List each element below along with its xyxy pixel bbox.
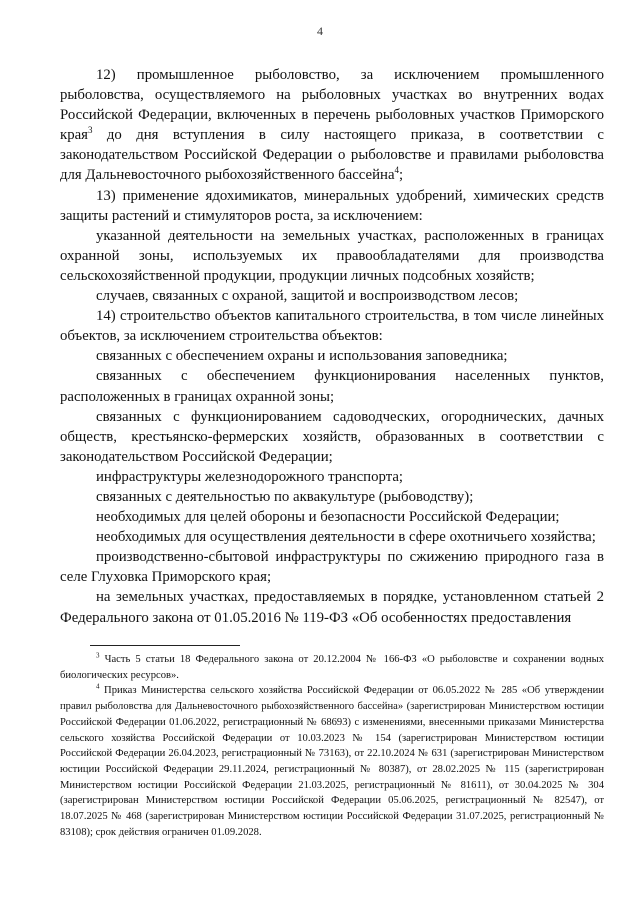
paragraph-exception: связанных с функционированием садоводческих, огороднических, дачных обществ, крестьянско-фермерских хозяйств, образованных в соответствии с законодательством Российской Федерации; (60, 408, 604, 465)
paragraph-exception: необходимых для осуществления деятельности в сфере охотничьего хозяйства; (96, 529, 596, 546)
paragraph-exception: связанных с деятельностью по аквакультуре (рыбоводству); (96, 488, 474, 505)
footnote-text: Приказ Министерства сельского хозяйства Российской Федерации от 06.05.2022 № 285 «Об утверждении правил рыболовства для Дальневосточного рыбохозяйственного бассейна» (зарегистрирован Министерством юстиции Российской Федерации 01.06.2022, регистрационный № 68693) с изменениями, внесенными приказами Министерства сельского хозяйства Российской Федерации от 10.03.2023 № 154 (зарегистрирован Министерством юстиции Российской Федерации 26.04.2023, регистрационный № 73163), от 22.10.2024 № 631 (зарегистрирован Министерством юстиции Российской Федерации 29.11.2024, регистрационный № 80387), от 28.02.2025 № 115 (зарегистрирован Министерством юстиции Российской Федерации 21.03.2025, регистрационный № 81611), от 30.04.2025 № 304 (зарегистрирован Министерством юстиции Российской Федерации 05.06.2025, регистрационный № 82547), от 18.07.2025 № 468 (зарегистрирован Министерством юстиции Российской Федерации 31.07.2025, регистрационный № 83108); срок действия ограничен 01.09.2028. (60, 685, 604, 838)
paragraph-text: 12) промышленное рыболовство, за исключением промышленного рыболовства, осуществляемого на рыболовных участках во внутренних водах Российской Федерации, включенных в перечень рыболовных участков Приморского края (60, 67, 604, 144)
paragraph-exception: связанных с обеспечением охраны и использования заповедника; (96, 348, 508, 365)
paragraph-exception: случаев, связанных с охраной, защитой и воспроизводством лесов; (96, 288, 519, 305)
footnote-text: Часть 5 статьи 18 Федерального закона от 20.12.2004 № 166-ФЗ «О рыболовстве и сохранении водных биологических ресурсов». (60, 654, 604, 681)
main-text (60, 65, 604, 628)
footnote-mark: 4 (96, 682, 100, 691)
paragraph-item-13: 13) применение ядохимикатов, минеральных удобрений, химических средств защиты растений и стимуляторов роста, за исключением: (60, 187, 604, 224)
paragraph-item-14: 14) строительство объектов капитального строительства, в том числе линейных объектов, за исключением строительства объектов: (60, 308, 604, 345)
footnote-ref-4: 4 (394, 165, 400, 176)
page-number: 4 (317, 24, 323, 38)
paragraph-exception: указанной деятельности на земельных участках, расположенных в границах охранной зоны, используемых их правообладателями для производства сельскохозяйственной продукции, продукции личных подсобных хозяйств; (60, 227, 604, 284)
paragraph-exception: связанных с обеспечением функционирования населенных пунктов, расположенных в границах охранной зоны; (60, 368, 604, 405)
paragraph-exception: необходимых для целей обороны и безопасности Российской Федерации; (96, 509, 560, 526)
paragraph-exception: инфраструктуры железнодорожного транспорта; (96, 468, 404, 485)
footnote-3 (60, 652, 604, 683)
paragraph-text: ; (399, 167, 404, 184)
footnote-ref-3: 3 (87, 125, 93, 136)
footnote-separator (90, 645, 240, 646)
footnote-mark: 3 (96, 651, 100, 660)
paragraph-text: до дня вступления в силу настоящего приказа, в соответствии с законодательством Российской Федерации о рыболовстве и правилами рыболовства для Дальневосточного рыбохозяйственного бассейна (60, 127, 604, 184)
footnote-4 (60, 683, 604, 840)
footnotes (60, 652, 604, 840)
paragraph-item-12 (60, 65, 604, 186)
paragraph-exception: на земельных участках, предоставляемых в порядке, установленном статьей 2 Федерального закона от 01.05.2016 № 119-ФЗ «Об особенностях предоставления (60, 589, 604, 626)
paragraph-exception: производственно-сбытовой инфраструктуры по сжижению природного газа в селе Глуховка Приморского края; (60, 549, 604, 586)
